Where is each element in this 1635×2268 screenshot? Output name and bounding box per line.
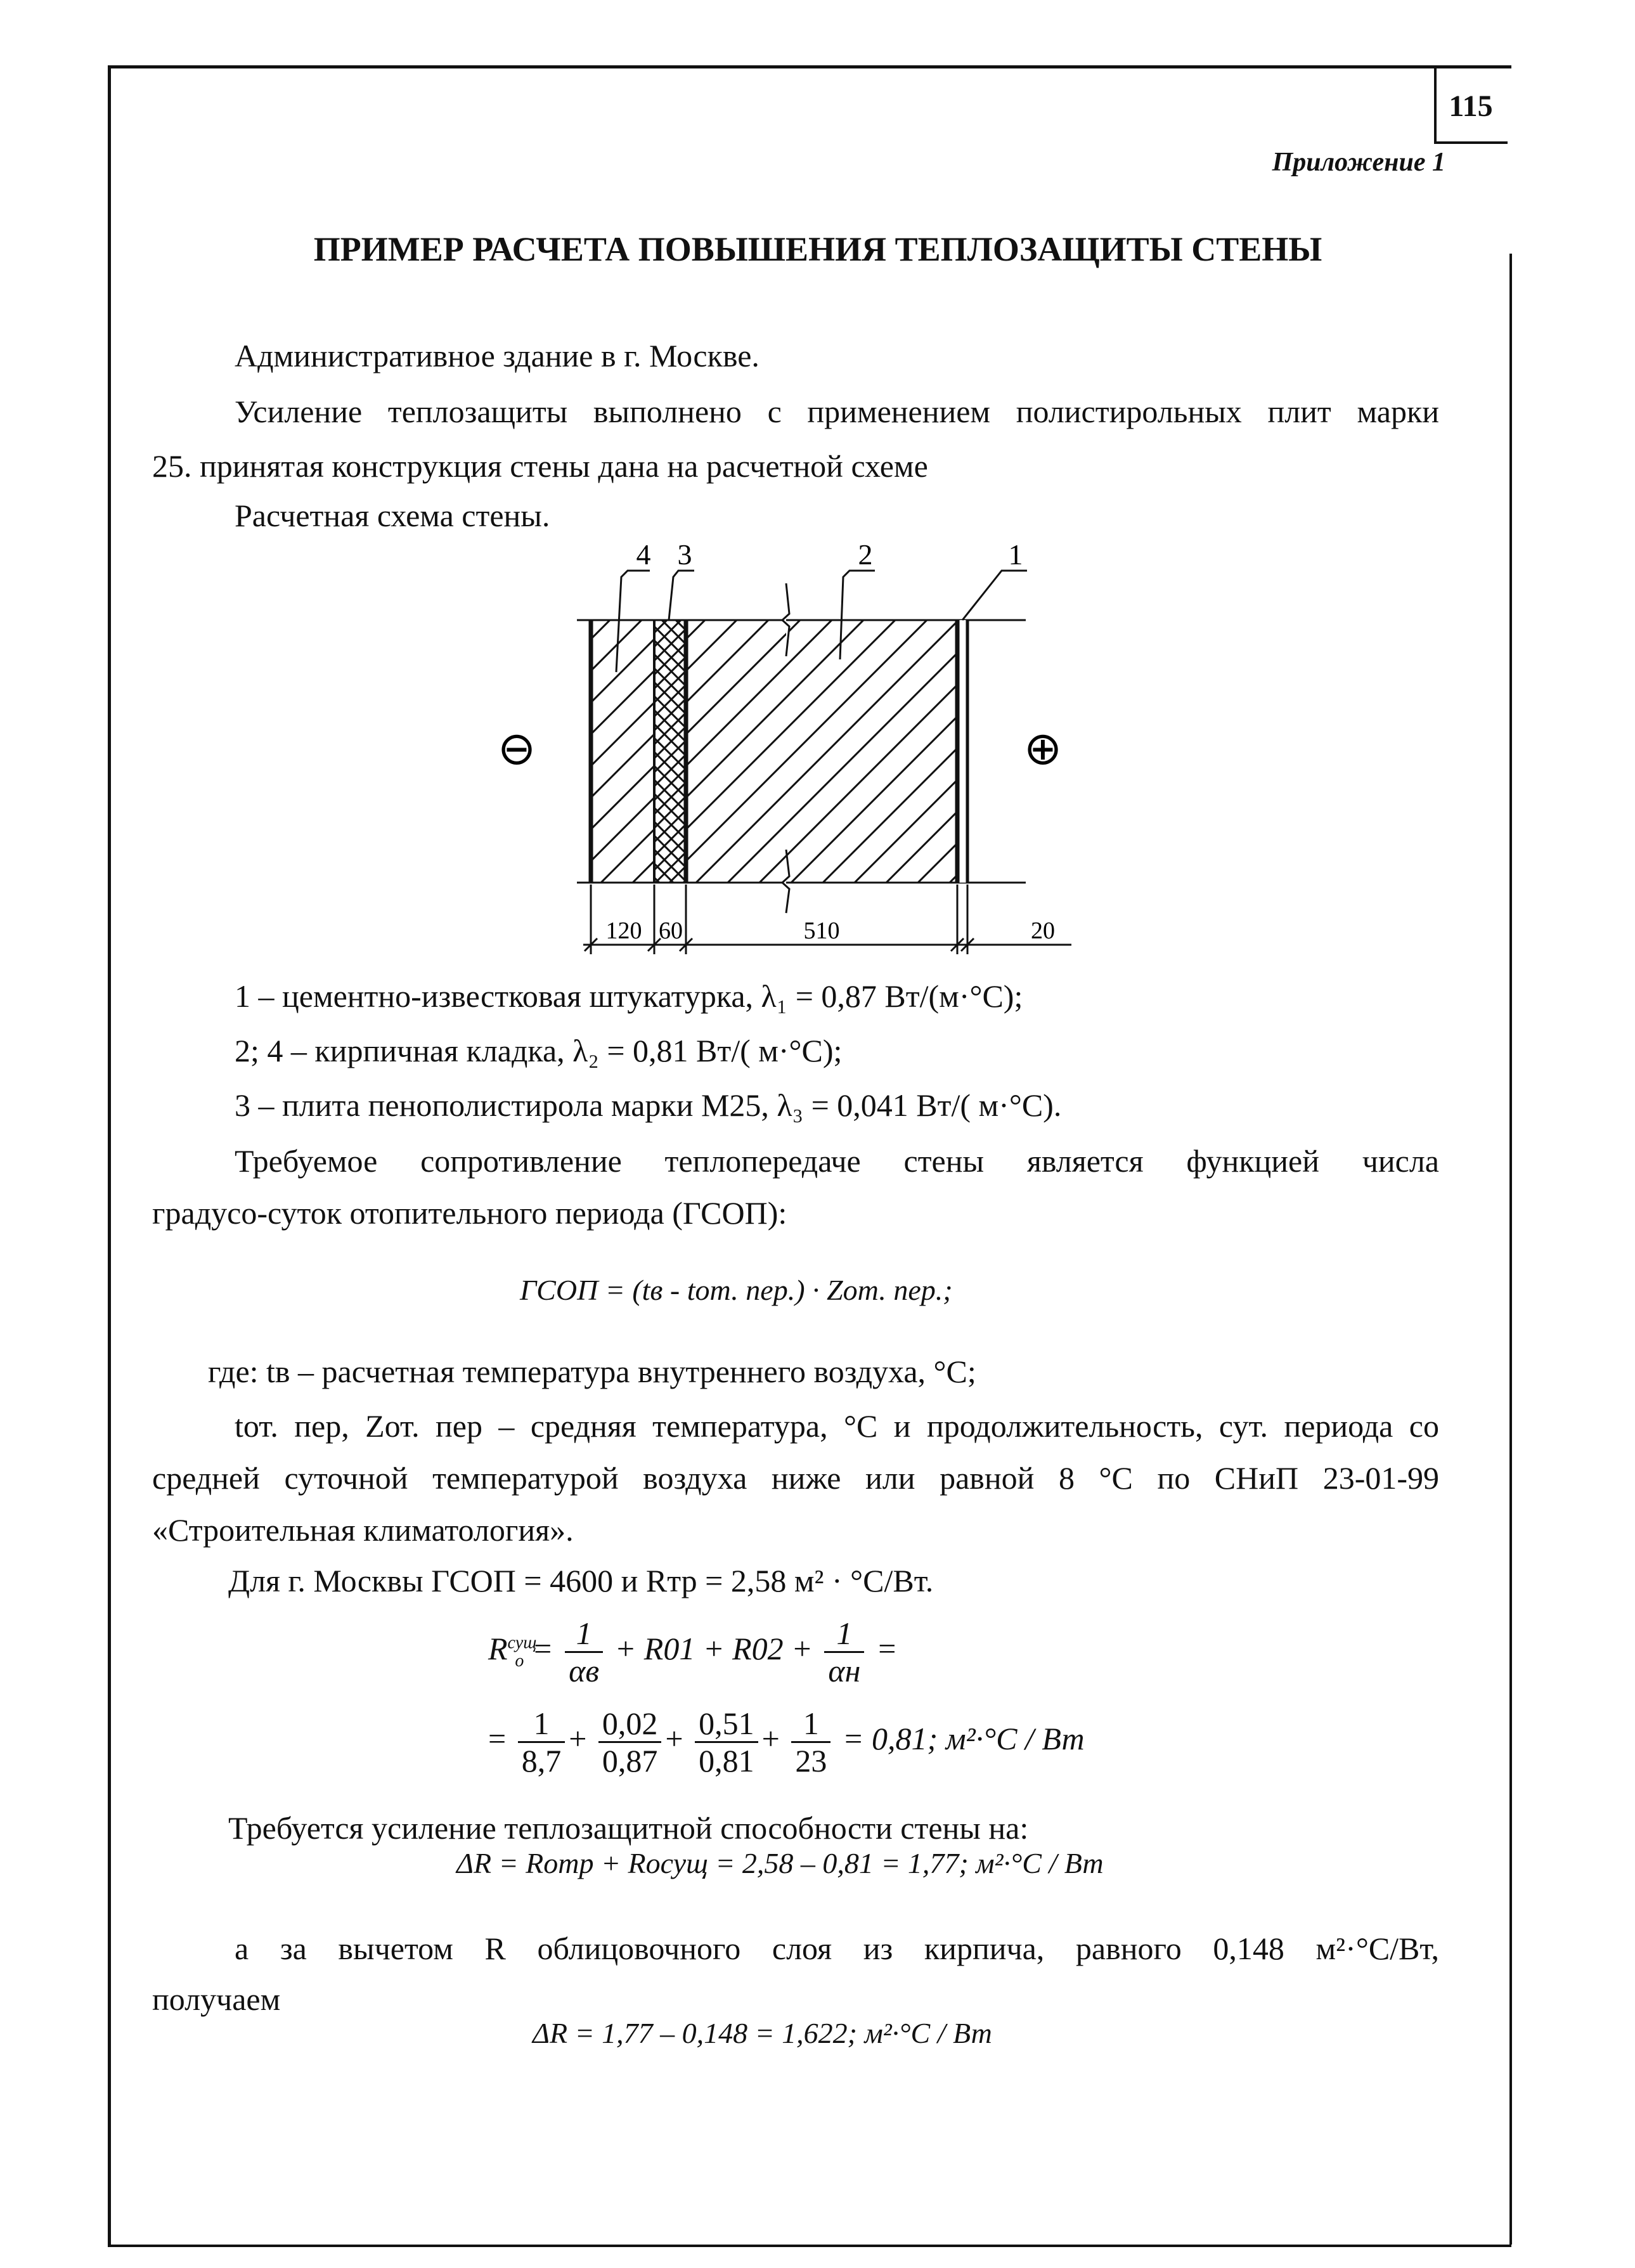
gsop-where-1: где: tв – расчетная температура внутреннего воздуха, °С; <box>208 1354 976 1389</box>
fraction-0-02-0-87: $\frac{0,02}{0,87}$ <box>598 1706 662 1779</box>
equals: = <box>531 1630 553 1666</box>
intro-paragraph-3: Расчетная схема стены. <box>235 498 550 533</box>
final-line-1: а за вычетом R облицовочного слоя из кирпича, равного 0,148 м²·°С/Вт, <box>235 1931 1439 1966</box>
layer-4-brick <box>591 620 654 883</box>
gsop-where-2-line-2: средней суточной температурой воздуха ниже или равной 8 °С по СНиП 23-01-99 <box>152 1460 1439 1496</box>
page-number: 115 <box>1449 89 1493 123</box>
requirement-formula: ΔR = Rотр + Rосущ = 2,58 – 0,81 = 1,77; м²·°С / Вт <box>456 1847 1104 1879</box>
gsop-where-2-line-1: tот. пер, Zот. пер – средняя температура, °С и продолжительность, сут. периода со <box>235 1408 1439 1444</box>
dim-20: 20 <box>1031 917 1055 944</box>
frame-bottom-line <box>108 2245 1511 2247</box>
gsop-paragraph-line-2: градусо-суток отопительного периода (ГСОП): <box>152 1195 787 1231</box>
minus-sign-icon: ⊖ <box>497 722 536 775</box>
r-formula-line-2: = $\frac{1}{8,7}$ + $\frac{0,02}{0,87}$ + $\frac{0,51}{0,81}$ + $\frac{1}{23}$ = 0,81; м²·°С / Вт <box>488 1706 1085 1779</box>
legend-item-2: 2; 4 – кирпичная кладка, λ₂ = 0,81 Вт/( м·°С); <box>235 1033 843 1068</box>
r-subscript: о <box>515 1650 524 1671</box>
final-formula: ΔR = 1,77 – 0,148 = 1,622; м²·°С / Вт <box>533 2017 992 2049</box>
label-layer-3: 3 <box>677 539 692 571</box>
fraction-alpha-v: $\frac{1}{\alpha в}$ <box>565 1616 603 1688</box>
result-value: = 0,81; м²·°С / Вт <box>842 1720 1085 1756</box>
appendix-label: Приложение 1 <box>1272 148 1445 177</box>
requirement-line: Требуется усиление теплозащитной способности стены на: <box>228 1810 1029 1846</box>
intro-paragraph-2-line-1: Усиление теплозащиты выполнено с применением полистирольных плит марки <box>235 394 1439 429</box>
gsop-where-2-line-3: «Строительная климатология». <box>152 1512 574 1548</box>
intro-paragraph-1: Административное здание в г. Москве. <box>235 338 759 373</box>
fraction-alpha-n: $\frac{1}{\alpha н}$ <box>824 1616 864 1688</box>
equals-end: = <box>876 1630 898 1666</box>
gsop-formula: ГСОП = (tв - tот. пер.) · Zот. пер.; <box>520 1274 953 1306</box>
gsop-paragraph-line-1: Требуемое сопротивление теплопередаче стены является функцией числа <box>235 1143 1439 1179</box>
dim-510: 510 <box>803 917 840 944</box>
frame-left-line <box>108 65 111 2246</box>
fraction-0-51-0-81: $\frac{0,51}{0,81}$ <box>695 1706 758 1779</box>
label-layer-1: 1 <box>1008 539 1023 571</box>
layer-2-brick <box>686 620 957 883</box>
legend-item-3: 3 – плита пенополистирола марки М25, λ₃ = 0,041 Вт/( м·°С). <box>235 1087 1062 1123</box>
r-symbol: R <box>488 1630 508 1666</box>
page-title: ПРИМЕР РАСЧЕТА ПОВЫШЕНИЯ ТЕПЛОЗАЩИТЫ СТЕНЫ <box>313 230 1322 268</box>
plus-sign-icon: ⊕ <box>1023 722 1063 775</box>
r-formula-line-1 <box>488 1616 898 1688</box>
fraction-1-23: $\frac{1}{23}$ <box>791 1706 830 1779</box>
moscow-values: Для г. Москвы ГСОП = 4600 и Rтр = 2,58 м² · °С/Вт. <box>228 1563 934 1598</box>
r01-r02: + R01 + R02 + <box>614 1630 813 1666</box>
intro-paragraph-2-line-2: 25. принятая конструкция стены дана на расчетной схеме <box>152 448 928 484</box>
label-layer-4: 4 <box>636 539 651 571</box>
wall-section-diagram <box>469 539 1128 957</box>
dim-120: 120 <box>605 917 642 944</box>
dim-60: 60 <box>659 917 683 944</box>
legend-item-1: 1 – цементно-известковая штукатурка, λ₁ = 0,87 Вт/(м·°С); <box>235 978 1023 1014</box>
fraction-1-8-7: $\frac{1}{8,7}$ <box>518 1706 565 1779</box>
frame-right-line <box>1509 254 1512 2245</box>
label-layer-2: 2 <box>858 539 873 571</box>
frame-top-line <box>108 65 1511 68</box>
final-line-2: получаем <box>152 1981 281 2017</box>
layer-3-insulation <box>654 620 686 883</box>
r-superscript: сущ <box>507 1633 537 1653</box>
